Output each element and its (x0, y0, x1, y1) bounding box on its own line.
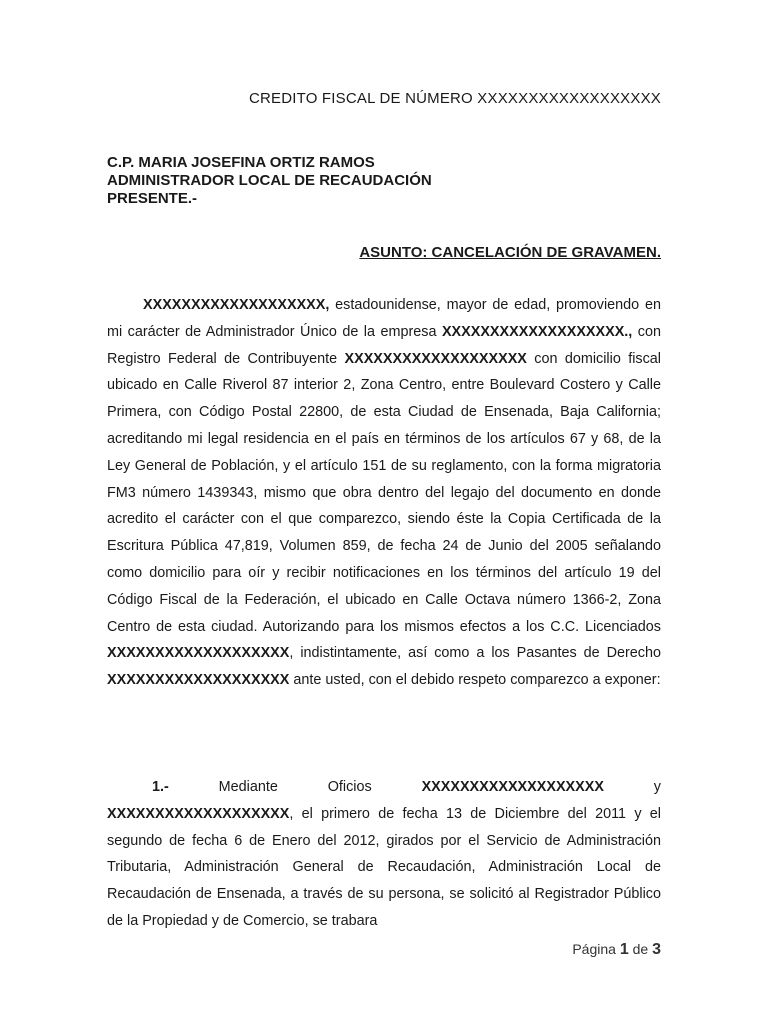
page-footer (572, 941, 661, 959)
redacted-lawyers: XXXXXXXXXXXXXXXXXXX (107, 645, 290, 662)
paragraph-text: , el primero de fecha 13 de Diciembre del 2011 y el segundo de fecha 6 de Enero del 2012, girados por el Servicio de Administración Tributaria, Administración General de Recaudación, Administración Local de Recaudación de Ensenada, a través de su persona, se solicitó al Registrador Público de la Propiedad y de Comercio, se trabara (107, 805, 661, 929)
subject-line: ASUNTO: CANCELACIÓN DE GRAVAMEN. (359, 244, 661, 261)
redacted-rfc: XXXXXXXXXXXXXXXXXXX (344, 350, 527, 367)
addressee-name: C.P. MARIA JOSEFINA ORTIZ RAMOS (107, 154, 375, 171)
redacted-interns: XXXXXXXXXXXXXXXXXXX (107, 672, 290, 689)
paragraph-text: , indistintamente, así como a los Pasantes de Derecho (289, 645, 661, 662)
paragraph-text: Mediante Oficios (168, 779, 422, 795)
paragraph-text: con Registro Federal de Contribuyente (107, 323, 661, 367)
paragraph-text: ante usted, con el debido respeto comparezco a exponer: (289, 672, 661, 689)
page-current: 1 (619, 941, 629, 958)
paragraph-text: y (603, 779, 661, 795)
document-page (107, 0, 661, 1024)
item-number: 1.- (152, 779, 169, 795)
paragraph-text: estadounidense, mayor de edad, promoviendo en mi carácter de Administrador Único de la empresa (107, 297, 661, 340)
addressee-block (107, 154, 432, 208)
redacted-name: XXXXXXXXXXXXXXXXXXX, (143, 297, 330, 313)
addressee-position: ADMINISTRADOR LOCAL DE RECAUDACIÓN (107, 172, 432, 189)
body-paragraph-2 (107, 774, 661, 935)
redacted-office-2: XXXXXXXXXXXXXXXXXXX (107, 805, 290, 822)
page-label: Página (572, 941, 616, 957)
paragraph-text: con domicilio fiscal ubicado en Calle Riverol 87 interior 2, Zona Centro, entre Boulevard Costero y Calle Primera, con Código Postal 22800, de esta Ciudad de Ensenada, Baja California; acreditando mi legal residencia en el país en términos de los artículos 67 y 68, de la Ley General de Población, y el artículo 151 de su reglamento, con la forma migratoria FM3 número 1439343, mismo que obra dentro del legajo del documento en donde acredito el carácter con el que comparezco, siendo éste la Copia Certificada de la Escritura Pública 47,819, Volumen 859, de fecha 24 de Junio del 2005 señalando como domicilio para oír y recibir notificaciones en los términos del artículo 19 del Código Fiscal de la Federación, el ubicado en Calle Octava número 1366-2, Zona Centro de esta ciudad. Autorizando para los mismos efectos a los C.C. Licenciados (107, 350, 662, 635)
page-total: 3 (652, 941, 661, 958)
redacted-company: XXXXXXXXXXXXXXXXXXX., (441, 323, 633, 340)
addressee-greeting: PRESENTE.- (107, 190, 198, 207)
redacted-office-1: XXXXXXXXXXXXXXXXXXX (421, 779, 604, 795)
page-of-label: de (632, 941, 649, 957)
document-title: CREDITO FISCAL DE NÚMERO XXXXXXXXXXXXXXXXXX (248, 90, 661, 107)
body-paragraph-1 (107, 292, 661, 694)
